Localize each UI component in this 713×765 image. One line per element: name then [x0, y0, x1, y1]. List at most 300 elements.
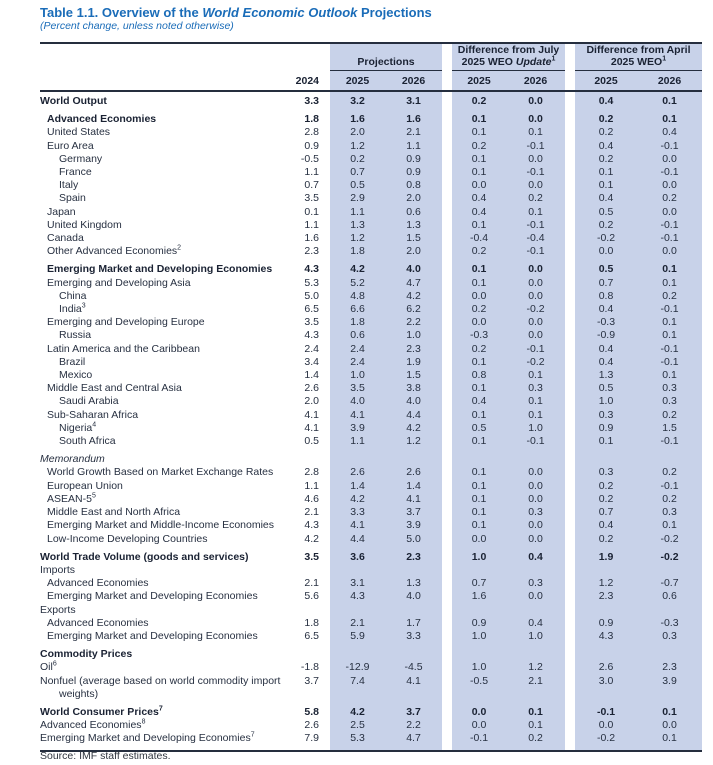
- year-header-july-2025: 2025: [467, 74, 491, 87]
- row-label: Nigeria$^4$: [59, 421, 97, 434]
- cell-diff-july-2025: 0.1: [471, 382, 487, 395]
- cell-diff-april-2026: 0.3: [662, 395, 677, 408]
- cell-diff-april-2026: -0.1: [660, 479, 679, 492]
- row-label-cell: [40, 630, 290, 643]
- cell-diff-july-2025: 0.1: [471, 276, 487, 289]
- cell-proj-2026: 4.4: [406, 408, 421, 421]
- cell-diff-july-2025: 1.0: [471, 550, 487, 563]
- cell-diff-april-2025: 0.4: [598, 139, 614, 152]
- row-label-cell: [40, 153, 290, 166]
- cell-diff-july-2026: 0.3: [528, 506, 543, 519]
- cell-diff-april-2025: 0.4: [598, 303, 614, 316]
- cell-proj-2026: 2.3: [406, 342, 421, 355]
- group-label-diff-july: Difference from July 2025 WEO Update$^1$: [457, 44, 560, 68]
- cell-diff-july-2026: 0.2: [528, 192, 543, 205]
- cell-diff-april-2026: 0.2: [662, 289, 677, 302]
- cell-diff-april-2025: 0.3: [598, 408, 614, 421]
- cell-2024: 4.3: [304, 263, 319, 276]
- table-row: [40, 409, 702, 422]
- cell-2024: 1.6: [304, 232, 319, 245]
- cell-proj-2026: 4.2: [406, 289, 421, 302]
- cell-diff-april-2026: 0.6: [662, 590, 677, 603]
- cell-diff-april-2025: 0.1: [598, 179, 614, 192]
- cell-proj-2026: 4.0: [406, 395, 421, 408]
- cell-proj-2025: 1.2: [350, 139, 365, 152]
- cell-proj-2026: 2.1: [406, 126, 421, 139]
- cell-2024: 5.3: [304, 276, 319, 289]
- cell-proj-2025: 4.0: [350, 395, 365, 408]
- cell-proj-2025: 1.0: [350, 369, 365, 382]
- cell-diff-april-2026: 0.1: [662, 705, 677, 718]
- cell-diff-july-2025: 0.1: [471, 435, 487, 448]
- cell-diff-july-2025: 0.2: [471, 139, 487, 152]
- row-label: Oil$^6$: [40, 660, 57, 674]
- cell-proj-2026: 1.2: [406, 435, 421, 448]
- cell-diff-july-2025: 0.1: [471, 479, 487, 492]
- cell-proj-2025: -12.9: [345, 661, 370, 674]
- cell-proj-2026: 1.3: [406, 577, 421, 590]
- cell-diff-april-2026: -0.1: [660, 435, 679, 448]
- projections-table: [40, 42, 702, 752]
- row-label: Emerging Market and Developing Economies: [47, 590, 258, 603]
- cell-diff-july-2025: 1.0: [471, 629, 487, 642]
- cell-proj-2025: 7.4: [350, 674, 365, 687]
- cell-diff-july-2025: 0.1: [471, 218, 487, 231]
- table-row: [40, 480, 702, 493]
- cell-2024: 2.1: [304, 577, 319, 590]
- cell-diff-april-2025: 1.3: [598, 369, 614, 382]
- row-label-cell: [40, 675, 290, 701]
- cell-diff-july-2026: -0.1: [526, 139, 545, 152]
- cell-diff-april-2025: 0.5: [598, 263, 614, 276]
- cell-proj-2025: 4.4: [350, 532, 365, 545]
- cell-proj-2025: 4.2: [350, 263, 365, 276]
- column-group-projections: [330, 44, 442, 71]
- cell-diff-july-2026: 1.0: [528, 421, 543, 434]
- cell-diff-april-2025: 0.2: [598, 113, 614, 126]
- table-row: [40, 206, 702, 219]
- table-row: [40, 675, 702, 701]
- table-row: [40, 466, 702, 479]
- cell-diff-july-2026: 0.0: [528, 466, 543, 479]
- cell-diff-july-2026: 0.1: [528, 408, 543, 421]
- row-label: World Trade Volume (goods and services): [40, 550, 249, 563]
- row-label-cell: [40, 232, 290, 245]
- cell-diff-july-2026: 0.0: [528, 276, 543, 289]
- cell-diff-july-2026: 0.0: [528, 329, 543, 342]
- table-row: [40, 232, 702, 245]
- cell-2024: 4.3: [304, 519, 319, 532]
- cell-diff-july-2025: 0.1: [471, 408, 487, 421]
- cell-diff-april-2026: 0.3: [662, 382, 677, 395]
- cell-diff-july-2026: -0.4: [526, 232, 545, 245]
- cell-2024: 3.5: [304, 316, 319, 329]
- cell-diff-april-2025: 0.1: [598, 166, 614, 179]
- cell-proj-2026: 1.4: [406, 479, 421, 492]
- cell-diff-july-2025: 1.6: [471, 590, 487, 603]
- cell-diff-april-2025: 0.9: [598, 616, 614, 629]
- cell-diff-april-2026: 0.4: [662, 126, 677, 139]
- row-label: Japan: [47, 205, 76, 218]
- cell-proj-2026: 4.7: [406, 276, 421, 289]
- table-row: [40, 343, 702, 356]
- cell-diff-july-2025: 0.1: [471, 166, 487, 179]
- cell-diff-april-2025: 0.4: [598, 342, 614, 355]
- row-label: United States: [47, 126, 111, 139]
- cell-proj-2026: 1.5: [406, 369, 421, 382]
- cell-diff-april-2026: -0.2: [660, 550, 679, 563]
- group-label-projections: Projections: [357, 55, 415, 68]
- cell-diff-april-2026: 0.1: [662, 519, 677, 532]
- cell-diff-july-2026: 0.3: [528, 382, 543, 395]
- year-header-april-2026: 2026: [657, 74, 682, 87]
- row-label: Low-Income Developing Countries: [47, 532, 208, 545]
- cell-diff-april-2025: 0.2: [598, 492, 614, 505]
- cell-diff-july-2026: 0.2: [528, 732, 543, 745]
- cell-diff-july-2025: 0.1: [471, 506, 487, 519]
- cell-2024: 1.8: [304, 113, 319, 126]
- cell-proj-2025: 2.9: [350, 192, 365, 205]
- cell-proj-2026: 4.1: [406, 674, 421, 687]
- cell-diff-july-2026: 0.4: [528, 550, 543, 563]
- table-row: [40, 153, 702, 166]
- row-label-cell: [40, 277, 290, 290]
- cell-proj-2026: 4.1: [406, 492, 421, 505]
- row-label-cell: [40, 564, 290, 577]
- cell-proj-2025: 1.6: [350, 113, 365, 126]
- cell-2024: 2.8: [304, 126, 319, 139]
- table-row: [40, 533, 702, 546]
- cell-diff-april-2025: 0.8: [598, 289, 614, 302]
- row-label-cell: [40, 303, 290, 316]
- cell-diff-july-2026: 0.0: [528, 519, 543, 532]
- cell-proj-2025: 4.8: [350, 289, 365, 302]
- cell-diff-july-2025: 0.9: [471, 616, 487, 629]
- row-label: France: [59, 166, 92, 179]
- cell-diff-july-2025: 0.1: [471, 519, 487, 532]
- cell-diff-april-2026: 0.0: [662, 719, 677, 732]
- row-label-cell: [40, 343, 290, 356]
- cell-diff-july-2026: -0.1: [526, 435, 545, 448]
- cell-diff-april-2025: 0.4: [598, 95, 614, 107]
- cell-diff-april-2025: 0.4: [598, 519, 614, 532]
- cell-diff-july-2025: 0.1: [471, 126, 487, 139]
- cell-2024: 2.4: [304, 342, 319, 355]
- row-label: Emerging Market and Developing Economies: [47, 629, 258, 642]
- cell-proj-2025: 4.3: [350, 590, 365, 603]
- row-label: Advanced Economies: [47, 113, 157, 126]
- cell-diff-april-2025: 0.2: [598, 126, 614, 139]
- cell-proj-2025: 5.3: [350, 732, 365, 745]
- cell-2024: 5.6: [304, 590, 319, 603]
- cell-proj-2025: 1.4: [350, 479, 365, 492]
- cell-proj-2026: 1.3: [406, 218, 421, 231]
- cell-diff-april-2026: 0.1: [662, 263, 677, 276]
- cell-diff-april-2026: -0.1: [660, 218, 679, 231]
- cell-diff-april-2025: -0.1: [596, 705, 616, 718]
- cell-diff-july-2026: 0.0: [528, 316, 543, 329]
- cell-diff-april-2026: 0.1: [662, 316, 677, 329]
- cell-diff-july-2025: 0.1: [471, 113, 487, 126]
- cell-proj-2025: 1.1: [350, 205, 365, 218]
- cell-2024: 4.6: [304, 492, 319, 505]
- cell-diff-july-2025: 1.0: [471, 661, 487, 674]
- row-label: Russia: [59, 329, 92, 342]
- cell-diff-july-2026: 0.1: [528, 369, 543, 382]
- cell-diff-april-2026: 0.0: [662, 245, 677, 258]
- row-label: Middle East and North Africa: [47, 506, 181, 519]
- cell-2024: 1.1: [304, 166, 319, 179]
- cell-2024: 4.3: [304, 329, 319, 342]
- year-header-july-2026: 2026: [523, 74, 548, 87]
- cell-2024: 6.5: [304, 629, 319, 642]
- cell-2024: 0.9: [304, 139, 319, 152]
- cell-2024: 3.5: [304, 192, 319, 205]
- row-label-cell: [40, 719, 290, 732]
- row-label-cell: [40, 480, 290, 493]
- row-label-cell: [40, 661, 290, 674]
- row-label: China: [59, 289, 87, 302]
- row-label: Italy: [59, 179, 79, 192]
- cell-diff-april-2026: -0.3: [660, 616, 679, 629]
- source-note: Source: IMF staff estimates.: [40, 750, 171, 762]
- table-row: [40, 95, 702, 108]
- cell-diff-april-2025: 0.7: [598, 506, 614, 519]
- cell-proj-2025: 2.1: [350, 616, 365, 629]
- cell-diff-july-2026: -0.2: [526, 303, 545, 316]
- cell-diff-july-2026: 0.3: [528, 577, 543, 590]
- cell-diff-april-2025: 1.9: [598, 550, 614, 563]
- cell-proj-2026: 3.3: [406, 629, 421, 642]
- row-label: Advanced Economies: [47, 577, 149, 590]
- cell-2024: 6.5: [304, 303, 319, 316]
- cell-diff-july-2026: -0.1: [526, 218, 545, 231]
- cell-proj-2026: 2.0: [406, 245, 421, 258]
- cell-proj-2026: 2.3: [406, 550, 421, 563]
- row-label: Advanced Economies$^8$: [40, 718, 146, 732]
- cell-diff-april-2026: -0.7: [660, 577, 679, 590]
- cell-diff-july-2025: 0.4: [471, 192, 487, 205]
- cell-diff-april-2025: 0.4: [598, 192, 614, 205]
- table-row: [40, 630, 702, 643]
- cell-diff-july-2026: 1.2: [528, 661, 543, 674]
- row-label-cell: [40, 506, 290, 519]
- cell-proj-2026: 3.1: [406, 95, 421, 107]
- row-label: Emerging Market and Developing Economies: [47, 263, 273, 276]
- cell-diff-april-2025: 0.5: [598, 205, 614, 218]
- cell-proj-2025: 3.1: [350, 577, 365, 590]
- row-label: Imports: [40, 563, 76, 576]
- table-row: [40, 719, 702, 732]
- cell-diff-july-2026: 0.4: [528, 616, 543, 629]
- cell-diff-july-2026: 0.0: [528, 289, 543, 302]
- cell-2024: 4.1: [304, 408, 319, 421]
- cell-proj-2026: 0.6: [406, 205, 421, 218]
- cell-proj-2025: 1.3: [350, 218, 365, 231]
- row-label: Emerging Market and Developing Economies$^7$: [40, 731, 255, 745]
- row-label-cell: [40, 435, 290, 448]
- row-label-cell: [40, 219, 290, 232]
- cell-diff-april-2026: 0.0: [662, 152, 677, 165]
- cell-diff-april-2026: -0.1: [660, 355, 679, 368]
- table-row: [40, 329, 702, 342]
- cell-proj-2026: 2.6: [406, 466, 421, 479]
- cell-2024: 3.3: [304, 95, 319, 107]
- row-label: Middle East and Central Asia: [47, 382, 182, 395]
- cell-proj-2025: 5.9: [350, 629, 365, 642]
- row-label-cell: [40, 577, 290, 590]
- cell-proj-2026: 1.6: [406, 113, 421, 126]
- cell-diff-april-2025: 0.5: [598, 382, 614, 395]
- row-label: Germany: [59, 152, 103, 165]
- cell-2024: 1.8: [304, 616, 319, 629]
- cell-diff-july-2025: 0.1: [471, 263, 487, 276]
- row-label-cell: [40, 206, 290, 219]
- cell-diff-april-2026: -0.1: [660, 342, 679, 355]
- row-label: Emerging Market and Middle-Income Economies: [47, 519, 275, 532]
- cell-diff-july-2026: 0.1: [528, 705, 543, 718]
- cell-proj-2026: 2.0: [406, 192, 421, 205]
- header-spacer: [40, 44, 320, 71]
- cell-2024: 1.1: [304, 218, 319, 231]
- cell-diff-april-2025: 3.0: [598, 674, 614, 687]
- row-label: European Union: [47, 479, 123, 492]
- cell-diff-july-2025: 0.2: [471, 303, 487, 316]
- cell-diff-july-2026: -0.2: [526, 355, 545, 368]
- cell-diff-april-2025: 0.2: [598, 532, 614, 545]
- row-label: Exports: [40, 603, 76, 616]
- cell-diff-april-2025: -0.2: [596, 232, 616, 245]
- row-label: Nonfuel (average based on world commodity import weights): [40, 674, 281, 700]
- cell-proj-2025: 6.6: [350, 303, 365, 316]
- row-label-cell: [40, 95, 290, 108]
- cell-2024: 3.7: [304, 674, 319, 687]
- cell-proj-2026: -4.5: [404, 661, 423, 674]
- group-label-diff-april: Difference from April 2025 WEO$^1$: [586, 44, 691, 68]
- cell-proj-2025: 2.5: [350, 719, 365, 732]
- cell-diff-april-2025: -0.3: [596, 316, 616, 329]
- row-label: Other Advanced Economies$^2$: [47, 244, 182, 258]
- row-label-cell: [40, 409, 290, 422]
- cell-proj-2026: 5.0: [406, 532, 421, 545]
- row-label: India$^3$: [59, 302, 86, 316]
- row-label: Emerging and Developing Asia: [47, 276, 191, 289]
- cell-diff-april-2025: 0.1: [598, 435, 614, 448]
- cell-diff-april-2025: 0.4: [598, 355, 614, 368]
- cell-diff-april-2026: -0.1: [660, 232, 679, 245]
- cell-proj-2026: 3.8: [406, 382, 421, 395]
- cell-diff-april-2025: 0.7: [598, 276, 614, 289]
- row-label: Spain: [59, 192, 86, 205]
- cell-diff-july-2025: -0.3: [469, 329, 489, 342]
- row-label: Emerging and Developing Europe: [47, 316, 205, 329]
- cell-diff-april-2026: -0.2: [660, 532, 679, 545]
- cell-diff-april-2025: 0.0: [598, 245, 614, 258]
- cell-diff-july-2025: 0.2: [471, 245, 487, 258]
- title-prefix: Table 1.1. Overview of the: [40, 5, 203, 20]
- cell-diff-july-2025: 0.5: [471, 421, 487, 434]
- cell-diff-july-2025: 0.0: [471, 179, 487, 192]
- table-row: [40, 277, 702, 290]
- cell-diff-july-2026: 2.1: [528, 674, 543, 687]
- cell-diff-april-2025: -0.9: [596, 329, 616, 342]
- row-label-cell: [40, 395, 290, 408]
- cell-proj-2026: 2.2: [406, 719, 421, 732]
- table-row: [40, 519, 702, 532]
- cell-diff-april-2026: 0.1: [662, 732, 677, 745]
- row-label: Sub-Saharan Africa: [47, 408, 139, 421]
- row-label: ASEAN-$5^5$: [47, 492, 96, 505]
- cell-proj-2025: 1.8: [350, 245, 365, 258]
- title-italic-part: World Economic Outlook: [202, 5, 358, 20]
- cell-proj-2026: 1.0: [406, 329, 421, 342]
- cell-diff-july-2025: 0.0: [471, 719, 487, 732]
- cell-diff-april-2025: 2.3: [598, 590, 614, 603]
- cell-proj-2026: 3.7: [406, 705, 421, 718]
- cell-proj-2025: 1.8: [350, 316, 365, 329]
- table-row: [40, 245, 702, 258]
- cell-diff-april-2025: 1.0: [598, 395, 614, 408]
- cell-proj-2025: 0.6: [350, 329, 365, 342]
- cell-2024: 5.0: [304, 289, 319, 302]
- cell-proj-2026: 2.2: [406, 316, 421, 329]
- table-row: [40, 290, 702, 303]
- year-header-row: [40, 71, 702, 92]
- cell-proj-2025: 3.6: [350, 550, 365, 563]
- cell-2024: 2.0: [304, 395, 319, 408]
- row-label-cell: [40, 329, 290, 342]
- cell-2024: 4.2: [304, 532, 319, 545]
- table-row: [40, 356, 702, 369]
- cell-diff-april-2026: -0.1: [660, 166, 679, 179]
- cell-diff-july-2025: 0.2: [471, 342, 487, 355]
- year-header-proj-2026: 2026: [401, 74, 426, 87]
- cell-diff-april-2026: 0.0: [662, 205, 677, 218]
- cell-diff-july-2026: 0.0: [528, 590, 543, 603]
- year-header-april-2025: 2025: [594, 74, 618, 87]
- row-label-cell: [40, 533, 290, 546]
- table-row: [40, 166, 702, 179]
- cell-diff-april-2026: 0.1: [662, 95, 677, 107]
- cell-2024: 2.6: [304, 719, 319, 732]
- cell-2024: 2.3: [304, 245, 319, 258]
- cell-proj-2025: 2.0: [350, 126, 365, 139]
- cell-diff-april-2026: 0.2: [662, 192, 677, 205]
- cell-diff-july-2026: 0.0: [528, 95, 543, 107]
- cell-diff-july-2025: -0.1: [469, 732, 489, 745]
- table-row: [40, 551, 702, 564]
- table-row: [40, 661, 702, 674]
- cell-2024: 4.1: [304, 421, 319, 434]
- table-row: [40, 113, 702, 126]
- cell-diff-april-2025: 1.2: [598, 577, 614, 590]
- cell-proj-2025: 4.1: [350, 519, 365, 532]
- cell-diff-april-2025: 0.2: [598, 479, 614, 492]
- table-subtitle: (Percent change, unless noted otherwise): [40, 20, 234, 32]
- table-row: [40, 590, 702, 603]
- row-label: World Output: [40, 95, 107, 107]
- row-label-cell: [40, 732, 290, 745]
- table-row: [40, 577, 702, 590]
- cell-diff-april-2026: 0.1: [662, 113, 677, 126]
- column-group-diff-april: [575, 44, 702, 71]
- cell-proj-2025: 4.2: [350, 492, 365, 505]
- row-label-cell: [40, 245, 290, 258]
- table-row: [40, 382, 702, 395]
- row-label-cell: [40, 382, 290, 395]
- cell-proj-2026: 6.2: [406, 303, 421, 316]
- table-title: [40, 5, 432, 20]
